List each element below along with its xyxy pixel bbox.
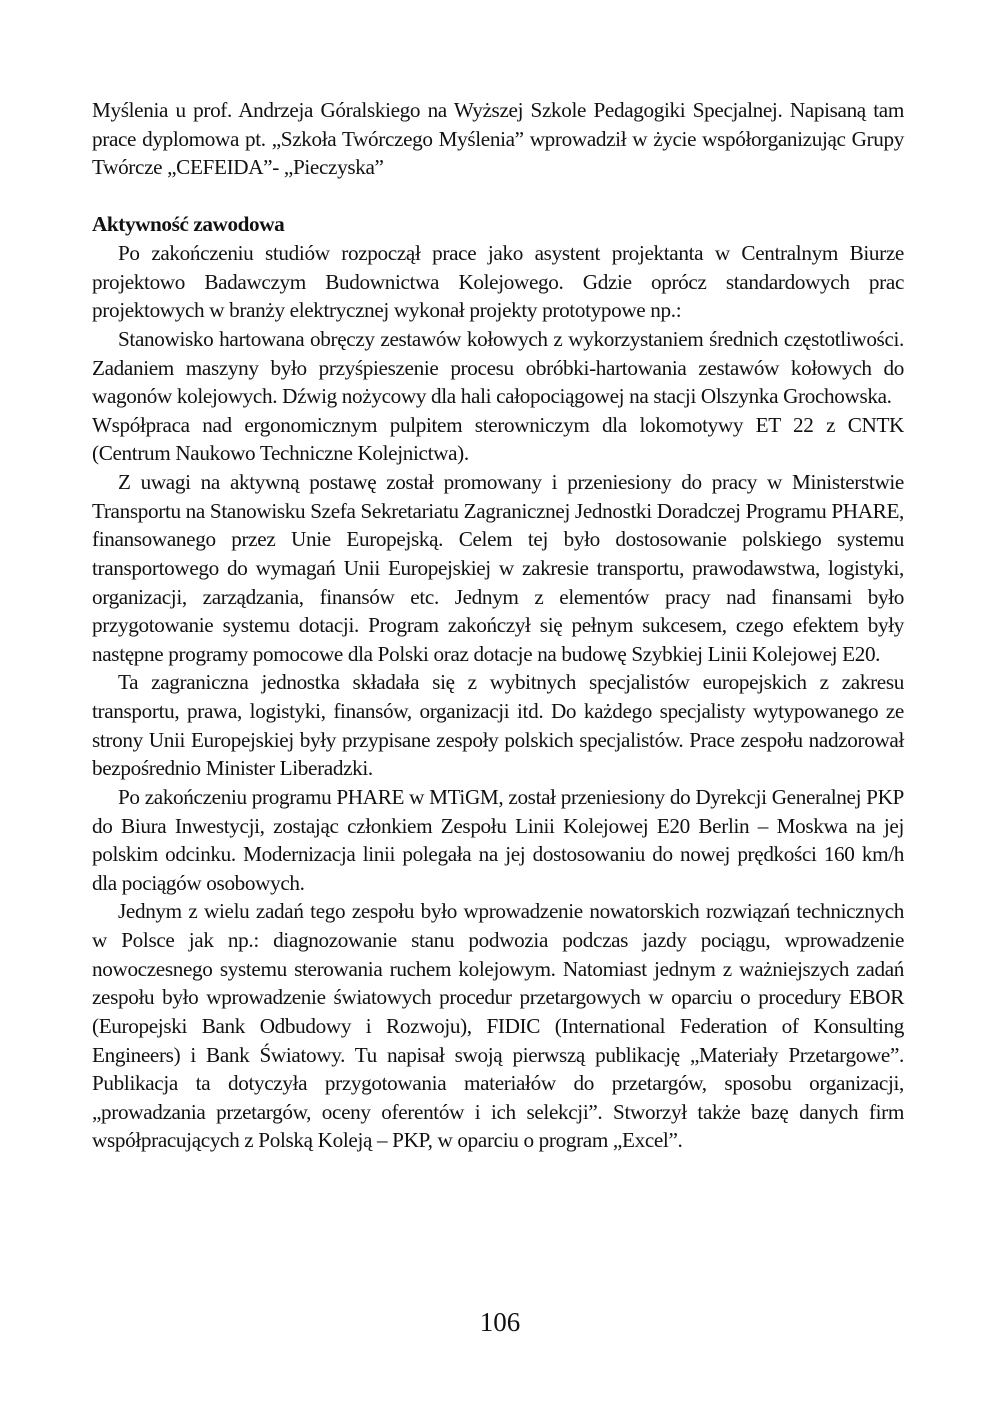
paragraph-pkp-e20: Po zakończeniu programu PHARE w MTiGM, został przeniesiony do Dyrekcji Generalnej PKP do Biura Inwestycji, zostając członkiem Zespołu Linii Kolejowej E20 Berlin – Moskwa na jej polskim odcinku. Modernizacja linii polegała na jej dostosowaniu do nowej prędkości 160 km/h dla pociągów osobowych.	[92, 784, 904, 895]
paragraph-team-tasks: Jednym z wielu zadań tego zespołu było wprowadzenie nowatorskich rozwiązań technicznych w Polsce jak np.: diagnozowanie stanu podwozia podczas jazdy pociągu, wprowadzenie nowoczesnego systemu sterowania ruchem kolejowym. Natomiast jednym z ważniejszych zadań zespołu było wprowadzenie światowych procedur przetargowych w oparciu o procedury EBOR (Europejski Bank Odbudowy i Rozwoju), FIDIC (International Federation of Konsulting Engineers) i Bank Światowy. Tu napisał swoją pierwszą publikację „Materiały Przetargowe”. Publikacja ta dotyczyła przygotowania materiałów do przetargów, sposobu organizacji, „prowadzania przetargów, oceny oferentów i ich selekcji”. Stworzył także bazę danych firm współpracujących z Polską Koleją – PKP, w oparciu o program „Excel”.	[92, 899, 904, 1153]
paragraph-foreign-unit: Ta zagraniczna jednostka składała się z wybitnych specjalistów europejskich z zakresu transportu, prawa, logistyki, finansów, organizacji itd. Do każdego specjalisty wytypowanego ze strony Unii Europejskiej były przypisane zespoły polskich specjalistów. Prace zespołu nadzorował bezpośrednio Minister Liberadzki.	[92, 670, 904, 781]
page-number: 106	[479, 1307, 521, 1337]
paragraph-hardening-station: Stanowisko hartowana obręczy zestawów kołowych z wykorzystaniem średnich częstotliwości. Zadaniem maszyny było przyśpieszenie procesu obróbki-hartowania zestawów kołowych do wagonów kolejowych. Dźwig nożycowy dla hali całopociągowej na stacji Olszynka Grochowska.	[92, 326, 904, 409]
paragraph-studies-start: Po zakończeniu studiów rozpoczął prace jako asystent projektanta w Centralnym Biurze projektowo Badawczym Budownictwa Kolejowego. Gdzie oprócz standardowych prac projektowych w branży elektrycznej wykonał projekty prototypowe np.:	[92, 241, 904, 323]
paragraph-ministry-phare: Z uwagi na aktywną postawę został promowany i przeniesiony do pracy w Ministerstwie Transportu na Stanowisku Szefa Sekretariatu Zagranicznej Jednostki Doradczej Programu PHARE, finansowanego przez Unie Europejską. Celem tej było dostosowanie polskiego systemu transportowego do wymagań Unii Europejskiej w zakresie transportu, prawodawstwa, logistyki, organizacji, zarządzania, finansów etc. Jednym z elementów pracy nad finansami było przygotowanie systemu dotacji. Program zakończył się pełnym sukcesem, czego efektem były następne programy pomocowe dla Polski oraz dotacje na budowę Szybkiej Linii Kolejowej E20.	[92, 470, 904, 666]
intro-paragraph: Myślenia u prof. Andrzeja Góralskiego na Wyższej Szkole Pedagogiki Specjalnej. Napisaną tam prace dyplomowa pt. „Szkoła Twórczego Myślenia” wprowadził w życie współorganizując Grupy Twórcze „CEFEIDA”- „Pieczyska”	[92, 98, 904, 180]
paragraph-gap	[92, 182, 904, 211]
section-heading: Aktywność zawodowa	[92, 212, 285, 237]
paragraph-ergonomic-console: Współpraca nad ergonomicznym pulpitem sterowniczym dla lokomotywy ET 22 z CNTK (Centrum Naukowo Techniczne Kolejnictwa).	[92, 412, 904, 466]
document-page-body	[92, 96, 904, 1155]
